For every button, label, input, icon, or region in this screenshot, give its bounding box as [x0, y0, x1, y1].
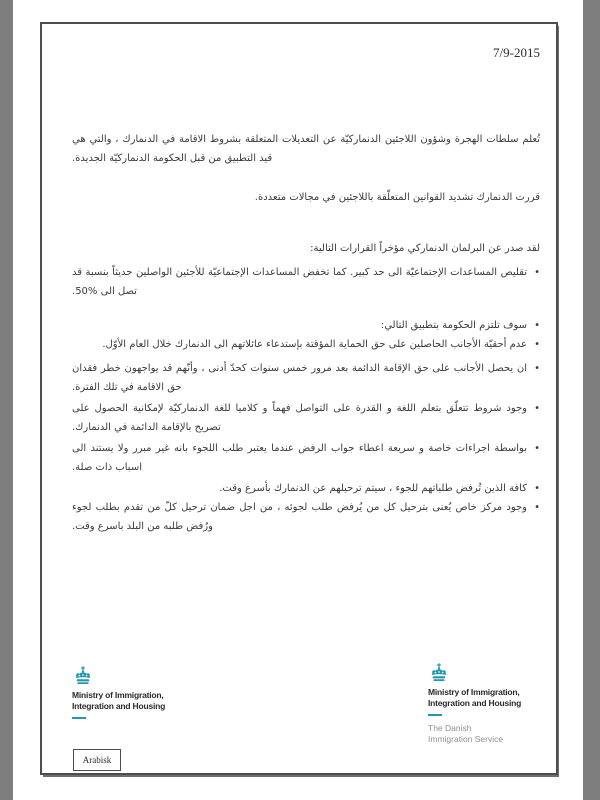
- bullet-item: [72, 439, 540, 477]
- crown-icon: [428, 663, 450, 682]
- bullet-marker: •: [534, 320, 540, 331]
- paragraph-text: تُعلم سلطات الهجرة وشؤون اللاجئين الدنماركيّة عن التعديلات المتعلقة بشروط الاقامة في الدنمارك ، والتي هي قيد التطبيق من قبل الحكومة الدنماركيّة الجديدة.: [72, 134, 540, 164]
- service-name-line2: Immigration Service: [428, 734, 504, 744]
- service-name-line1: The Danish: [428, 723, 472, 733]
- brand-dash: [72, 717, 86, 719]
- bullet-item: [72, 263, 540, 301]
- footer-right-logo: [428, 663, 578, 745]
- ministry-name-line2: Integration and Housing: [72, 701, 166, 711]
- paragraph: [72, 188, 540, 207]
- right-gutter: [583, 0, 600, 800]
- bullet-item: [72, 399, 540, 437]
- bullet-marker: •: [534, 267, 540, 278]
- bullet-marker: •: [534, 403, 540, 414]
- footer-left-logo: [72, 666, 222, 719]
- service-name: [428, 723, 578, 745]
- paragraph-text: لقد صدر عن البرلمان الدنماركي مؤخراً القرارات التالية:: [310, 243, 540, 254]
- ministry-name-line1: Ministry of Immigration,: [428, 687, 520, 697]
- ministry-name-line2: Integration and Housing: [428, 698, 522, 708]
- bullet-item: [72, 359, 540, 397]
- bullet-marker: •: [534, 443, 540, 454]
- crown-icon: [72, 666, 94, 685]
- paragraph-text: وجود شروط تتعلّق بتعلم اللغة و القدرة على التواصل فهماً و كلاميا للغة الدنماركيّة لإمكانية الحصول على تصريح بالإقامة الدائمة في الدنمارك.: [72, 403, 527, 433]
- date-label: 7/9-2015: [493, 45, 540, 60]
- left-gutter: [0, 0, 13, 800]
- paragraph-text: كافة الذين تُرفض طلباتهم للجوء ، سيتم ترحيلهم عن الدنمارك بأسرع وقت.: [219, 483, 527, 494]
- paragraph-text: وجود مركز خاص يُعنى بترحيل كل من يُرفض طلب لجوئه ، من اجل ضمان ترحيل كلّ من تقدم بطلب لجوء ورُفض طلبه من البلد باسرع وقت.: [72, 502, 527, 532]
- bullet-item: [72, 479, 540, 498]
- paragraph: [72, 239, 540, 258]
- bullet-item: [72, 335, 540, 354]
- bullet-item: [72, 316, 540, 335]
- document-body: [72, 130, 540, 536]
- paragraph-text: تقليص المساعدات الإجتماعيّة الى حد كبير. كما تخفض المساعدات الإجتماعيّة للأجئين الواصلين حديثاً بنسبة قد تصل الى %50.: [72, 267, 527, 297]
- ministry-name-line1: Ministry of Immigration,: [72, 690, 164, 700]
- paragraph-text: سوف تلتزم الحكومة بتطبيق التالي:: [380, 320, 527, 331]
- bullet-marker: •: [534, 363, 540, 374]
- language-tag: Arabisk: [73, 749, 121, 771]
- bullet-marker: •: [534, 483, 540, 494]
- paragraph: [72, 130, 540, 168]
- brand-dash: [428, 714, 442, 716]
- ministry-name: [428, 687, 578, 709]
- bullet-marker: •: [534, 339, 540, 350]
- bullet-marker: •: [534, 502, 540, 513]
- bullet-item: [72, 498, 540, 536]
- paragraph-text: عدم أحقيّة الأجانب الحاصلين على حق الحماية المؤقتة بإستدعاء عائلاتهم الى الدنمارك خلال العام الأوّل.: [102, 339, 527, 350]
- paragraph-text: قررت الدنمارك تشديد القوانين المتعلّقة باللاجئين في مجالات متعددة.: [254, 192, 540, 203]
- ministry-name: [72, 690, 222, 712]
- document-page: [40, 22, 558, 775]
- paragraph-text: ان يحصل الأجانب على حق الإقامة الدائمة بعد مرور خمس سنوات كحدّ أدنى ، وأنّهم قد يواجهون خطر فقدان حق الاقامة في تلك الفترة.: [72, 363, 527, 393]
- paragraph-text: بواسطة اجراءات خاصة و سريعة اعطاء جواب الرفض عندما يعتبر طلب اللجوء بانه غير مبرر ولا يستند الى اسباب ذات صلة.: [72, 443, 527, 473]
